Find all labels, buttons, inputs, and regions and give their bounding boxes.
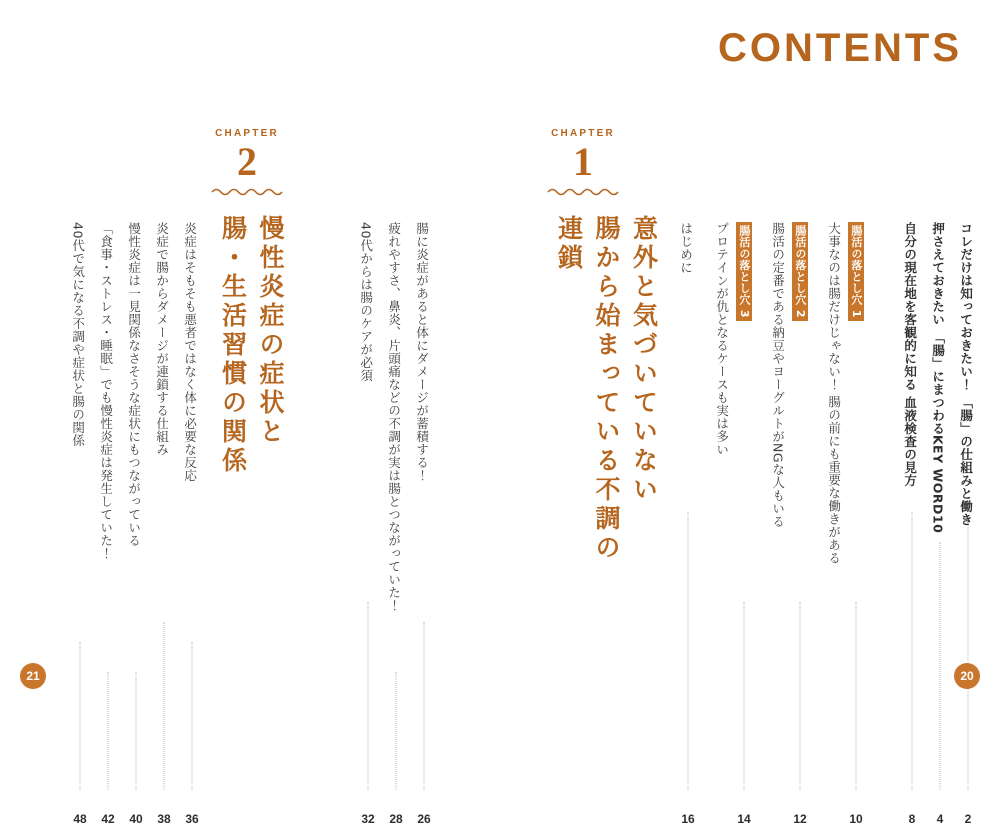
toc-entry-text: 炎症で腸からダメージが連鎖する仕組み (154, 222, 170, 456)
toc-page-number: 48 (73, 812, 87, 826)
dot-leader (108, 672, 109, 790)
dot-leader (688, 512, 689, 790)
toc-entry-sub (826, 222, 844, 564)
dot-leader (164, 622, 165, 790)
dot-leader (396, 672, 397, 790)
dot-leader (136, 672, 137, 790)
toc-entry-text: 押さえておきたい 「腸」にまつわるKEY WORD10 (930, 222, 946, 534)
chapter-1-label: CHAPTER (551, 128, 615, 139)
toc-page-number: 10 (849, 812, 863, 826)
toc-entry-text: はじめに (678, 222, 694, 274)
wave-divider-icon (548, 187, 618, 197)
dot-leader (940, 542, 941, 790)
toc-page-number: 2 (964, 812, 972, 826)
dot-leader (192, 642, 193, 790)
toc-entry[interactable] (126, 222, 146, 826)
toc-entry-text: コレだけは知っておきたい！ 「腸」の仕組みと働き (958, 222, 974, 526)
chapter-2-title-line-2: 腸・生活習慣の関係 (218, 215, 248, 476)
toc-entry-text: 「食事・ストレス・睡眠」でも慢性炎症は発生していた！ (98, 222, 114, 560)
toc-entry-text: 炎症はそもそも悪者ではなく体に必要な反応 (182, 222, 198, 482)
toc-page-number: 12 (793, 812, 807, 826)
toc-entry[interactable] (358, 222, 378, 826)
dot-leader (368, 602, 369, 790)
toc-entry[interactable] (846, 222, 866, 826)
toc-page-number: 4 (936, 812, 944, 826)
chapter-1-number: 1 (573, 139, 593, 184)
dot-leader (744, 602, 745, 790)
toc-entry-badge: 腸活の落とし穴 2 (792, 222, 808, 321)
toc-page-number: 16 (681, 812, 695, 826)
page-title: CONTENTS (718, 26, 962, 70)
toc-page-number: 26 (417, 812, 431, 826)
toc-entry-text: 自分の現在地を客観的に知る 血液検査の見方 (902, 222, 918, 487)
toc-entry-sub (714, 222, 732, 456)
toc-entry-text: 疲れやすさ、鼻炎、片頭痛などの不調が実は腸とつながっていた！ (386, 222, 402, 612)
chapter-2-title (214, 215, 289, 515)
toc-entry[interactable] (414, 222, 434, 826)
chapter-1-title-line-2: 腸から始まっている不調の連鎖 (554, 215, 621, 563)
toc-entry-text: 40代からは腸のケアが必須 (358, 222, 374, 382)
chapter-1-title-line-1: 意外と気づいていない (629, 215, 659, 505)
chapter-2-label: CHAPTER (215, 128, 279, 139)
toc-entry[interactable] (98, 222, 118, 826)
toc-entry-subtext: 大事なのは腸だけじゃない！ 腸の前にも重要な働きがある (826, 222, 842, 565)
chapter-2-title-line-1: 慢性炎症の症状と (256, 215, 285, 447)
toc-entry[interactable] (678, 222, 698, 826)
chapter-1-title (550, 215, 663, 575)
toc-entry[interactable] (790, 222, 810, 826)
toc-page-number: 28 (389, 812, 403, 826)
toc-entry[interactable] (902, 222, 922, 826)
toc-entry-sub (770, 222, 788, 528)
dot-leader (800, 602, 801, 790)
toc-entry[interactable] (70, 222, 90, 826)
dot-leader (424, 622, 425, 790)
toc-entry-text: 40代で気になる不調や症状と腸の関係 (70, 222, 86, 447)
dot-leader (912, 512, 913, 790)
toc-entry-subtext: 腸活の定番である納豆やヨーグルトがNGな人もいる (770, 222, 786, 529)
toc-entry[interactable] (154, 222, 174, 826)
toc-page-number: 38 (157, 812, 171, 826)
dot-leader (968, 522, 969, 790)
toc-page-number: 14 (737, 812, 751, 826)
toc-entry[interactable] (182, 222, 202, 826)
toc-entry-subtext: プロテインが仇となるケースも実は多い (714, 222, 730, 456)
toc-entry-badge: 腸活の落とし穴 3 (736, 222, 752, 321)
toc-entry[interactable] (386, 222, 406, 826)
toc-entry[interactable] (930, 222, 950, 826)
toc-page-number: 8 (908, 812, 916, 826)
dot-leader (856, 602, 857, 790)
toc-page-number: 40 (129, 812, 143, 826)
chapter-2-heading (212, 128, 282, 197)
toc-entry-text: 腸に炎症があると体にダメージが蓄積する！ (414, 222, 430, 482)
chapter-1-heading (548, 128, 618, 197)
toc-entry[interactable] (734, 222, 754, 826)
chapter-2-number: 2 (237, 139, 257, 184)
folio-left: 21 (20, 663, 46, 689)
toc-entry-badge: 腸活の落とし穴 1 (848, 222, 864, 321)
toc-page-number: 42 (101, 812, 115, 826)
dot-leader (80, 642, 81, 790)
toc-page-number: 36 (185, 812, 199, 826)
toc-entry-text: 慢性炎症は一見関係なさそうな症状にもつながっている (126, 222, 142, 547)
toc-page-number: 32 (361, 812, 375, 826)
folio-right: 20 (954, 663, 980, 689)
wave-divider-icon (212, 187, 282, 197)
